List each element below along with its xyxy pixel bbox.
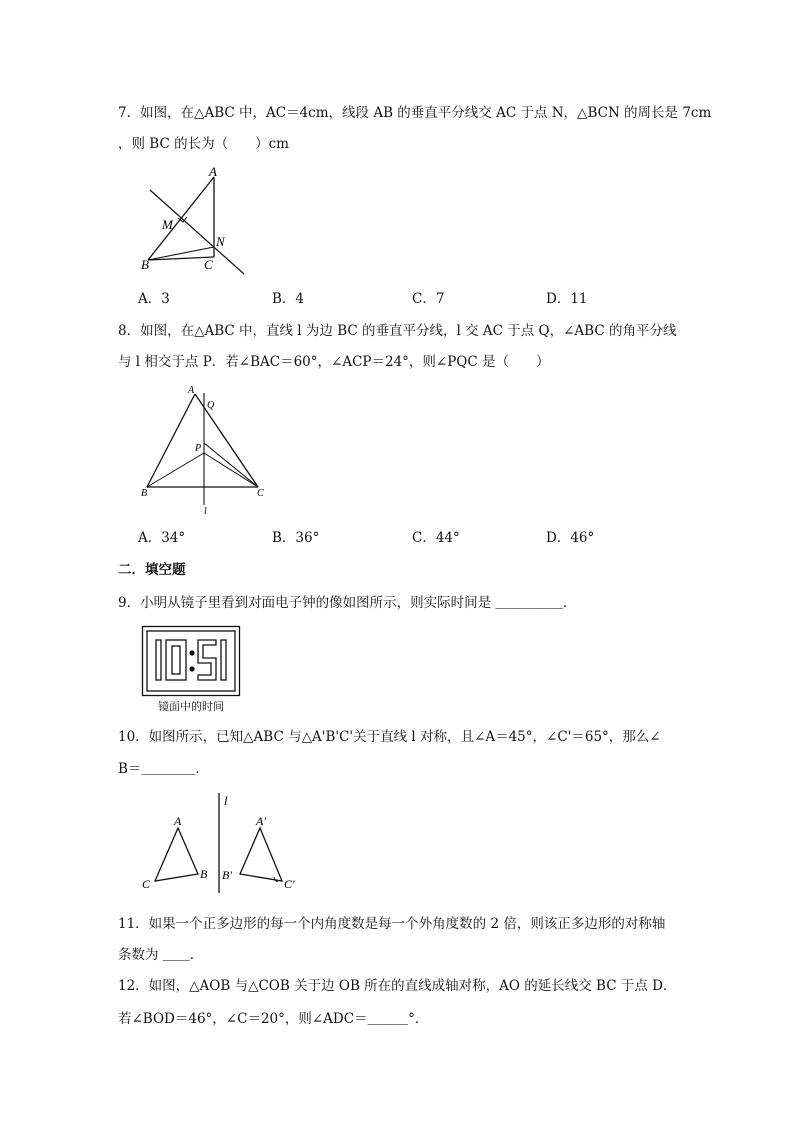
q8-label-B: B [141,488,148,499]
q7-label-C: C [204,257,213,272]
q7-label-N: N [216,234,225,249]
q12-text-line1: 12．如图，△AOB 与△COB 关于边 OB 所在的直线成轴对称，AO 的延长线交 BC 于点 D． [118,978,677,994]
q7-option-b: B．4 [272,291,305,307]
q8-label-C: C [257,488,264,499]
q7-figure [138,165,258,277]
q9-clock-caption: 镜面中的时间 [158,700,224,713]
q10-label-B: B [200,867,208,881]
q8-text-line1: 8．如图，在△ABC 中，直线 l 为边 BC 的垂直平分线，l 交 AC 于点 Q，∠ABC 的角平分线 [118,323,677,339]
section-title-fill-in: 二．填空题 [118,562,186,578]
q11-text-line1: 11．如果一个正多边形的每一个内角度数是每一个外角度数的 2 倍，则该正多边形的对称轴 [118,916,666,932]
q9-mirror-clock [142,626,240,696]
q7-label-B: B [141,257,149,272]
q7-label-M: M [162,217,173,232]
q7-text-line2: ，则 BC 的长为（ ）cm [118,136,289,152]
q10-label-B-prime: B' [222,868,232,882]
q8-figure [138,383,268,518]
q10-label-A-prime: A' [256,814,266,828]
q11-text-line2: 条数为 ＿＿． [118,947,204,963]
q10-label-C-prime: C' [284,877,295,891]
q8-option-a: A．34° [138,530,186,546]
q8-option-d: D．46° [546,530,595,546]
q8-label-Q: Q [207,400,215,411]
q8-label-P: P [195,443,202,454]
q8-label-l: l [204,506,207,517]
q7-label-A: A [209,164,217,179]
q9-text-line1: 9．小明从镜子里看到对面电子钟的像如图所示，则实际时间是 ＿＿＿＿＿． [118,595,577,611]
q7-option-c: C．7 [412,291,445,307]
q10-text-line1: 10．如图所示，已知△ABC 与△A'B'C'关于直线 l 对称，且∠A＝45°，∠C'＝65°，那么∠ [118,729,661,745]
q10-text-line2: B＝＿＿＿＿． [118,761,209,777]
q12-text-line2: 若∠BOD＝46°，∠C＝20°，则∠ADC＝＿＿＿°． [118,1011,429,1027]
q10-label-A: A [174,814,182,828]
q7-option-d: D．11 [546,291,588,307]
q7-option-a: A．3 [138,291,170,307]
q8-label-A: A [188,385,195,396]
q7-text-line1: 7．如图，在△ABC 中，AC＝4cm，线段 AB 的垂直平分线交 AC 于点 N，△BCN 的周长是 7cm [118,105,712,121]
q10-label-l: l [224,793,228,808]
q8-text-line2: 与 l 相交于点 P．若∠BAC＝60°，∠ACP＝24°，则∠PQC 是（ ） [118,354,550,370]
q8-option-c: C．44° [412,530,460,546]
q10-figure [138,790,308,895]
q10-label-C: C [142,877,151,891]
q8-option-b: B．36° [272,530,320,546]
